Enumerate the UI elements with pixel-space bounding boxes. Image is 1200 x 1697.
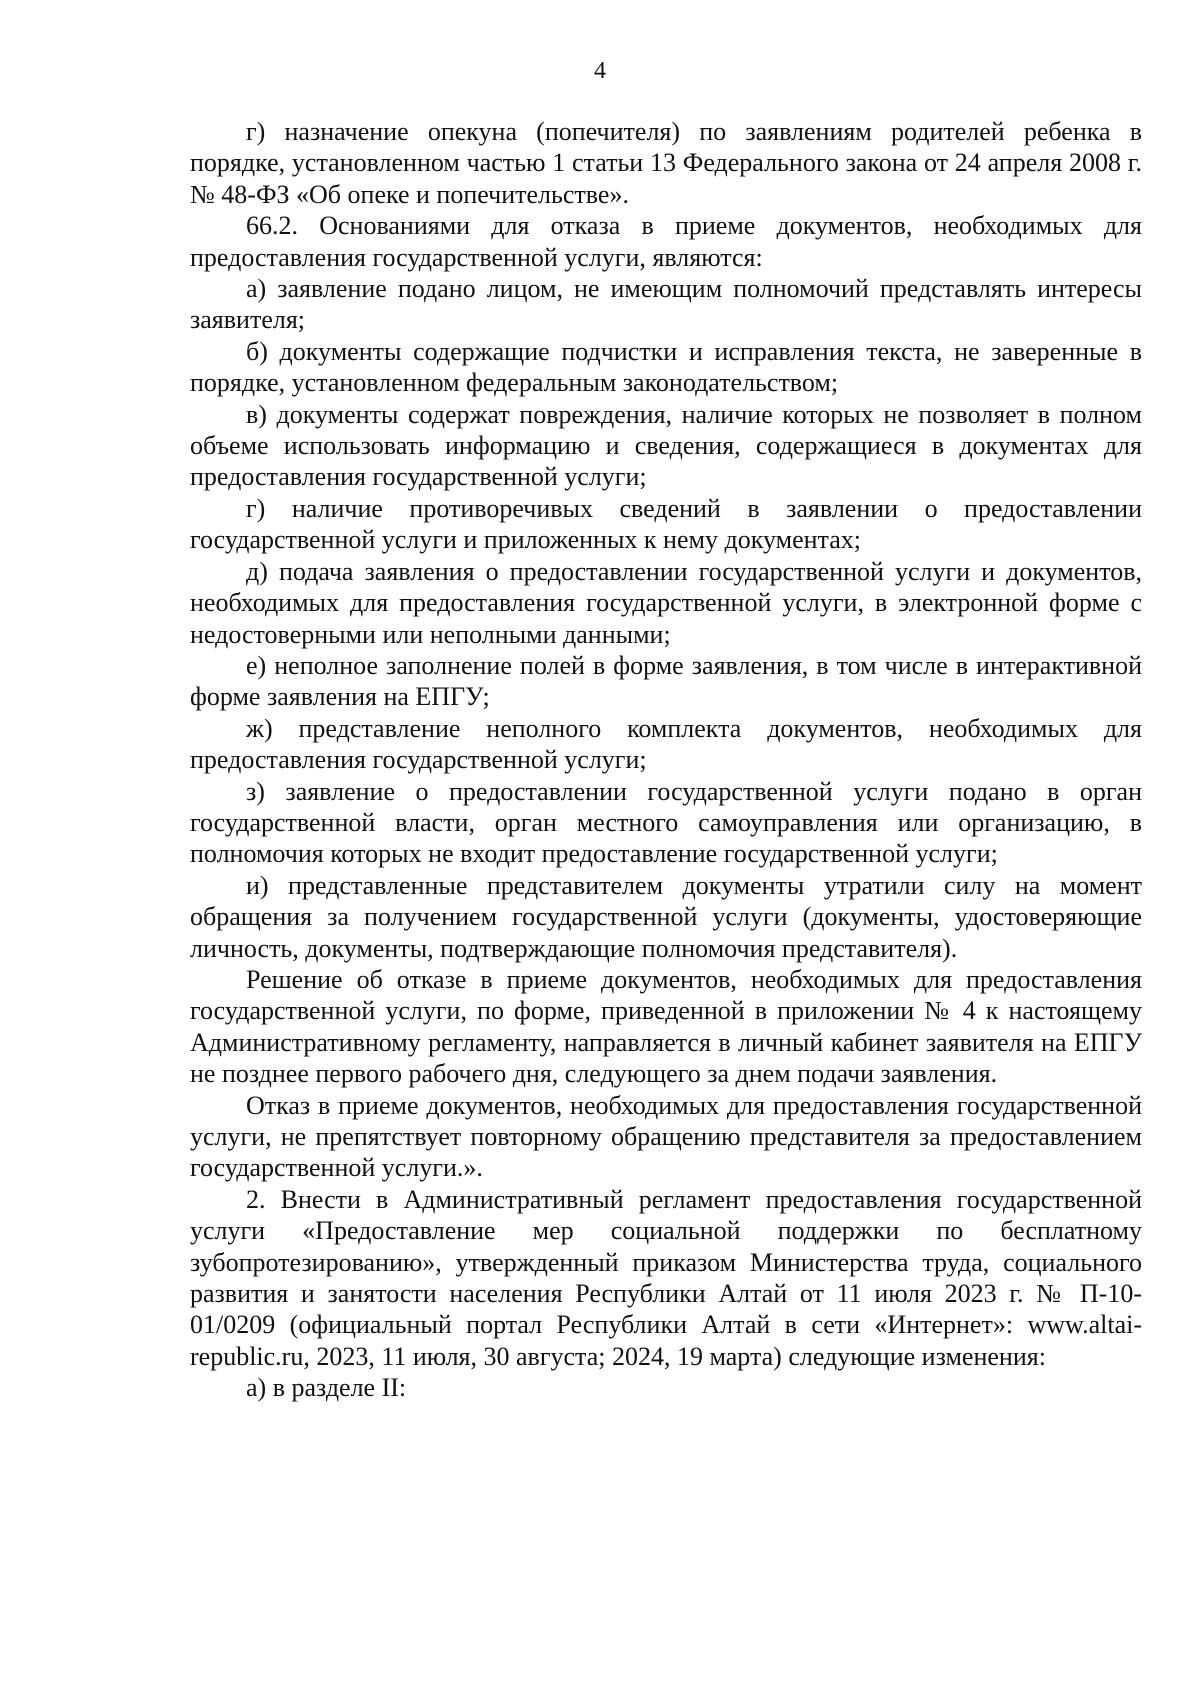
- paragraph-item-b: б) документы содержащие подчистки и исправления текста, не заверенные в порядке, установленном федеральным законодательством;: [190, 336, 1142, 398]
- paragraph-item-g: г) наличие противоречивых сведений в заявлении о предоставлении государственной услуги и приложенных к нему документах;: [190, 493, 1142, 555]
- paragraph-refusal-grounds-intro: 66.2. Основаниями для отказа в приеме документов, необходимых для предоставления государственной услуги, являются:: [190, 211, 1142, 272]
- paragraph-item-i: и) представленные представителем документы утратили силу на момент обращения за получением государственной услуги (документы, удостоверяющие личность, документы, подтверждающие полномочия представителя).: [190, 870, 1142, 963]
- paragraph-item-zh: ж) представление неполного комплекта документов, необходимых для предоставления государственной услуги;: [190, 713, 1142, 775]
- paragraph-guardian-appointment: г) назначение опекуна (попечителя) по заявлениям родителей ребенка в порядке, установленном частью 1 статьи 13 Федерального закона от 24 апреля 2008 г. № 48-ФЗ «Об опеке и попечительстве».: [190, 117, 1142, 209]
- paragraph-item-d: д) подача заявления о предоставлении государственной услуги и документов, необходимых для предоставления государственной услуги, в электронной форме с недостоверными или неполными данными;: [190, 556, 1142, 649]
- document-body: [190, 116, 1142, 1404]
- paragraph-refusal-decision: Решение об отказе в приеме документов, необходимых для предоставления государственной услуги, по форме, приведенной в приложении № 4 к настоящему Административному регламенту, направляется в личный кабинет заявителя на ЕПГУ не позднее первого рабочего дня, следующего за днем подачи заявления.: [190, 964, 1142, 1089]
- paragraph-amendment-2: 2. Внести в Административный регламент предоставления государственной услуги «Предоставление мер социальной поддержки по бесплатному зубопротезированию», утвержденный приказом Министерства труда, социального развития и занятости населения Республики Алтай от 11 июля 2023 г. № П-10-01/0209 (официальный портал Республики Алтай в сети «Интернет»: www.altai-republic.ru, 2023, 11 июля, 30 августа; 2024, 19 марта) следующие изменения:: [190, 1184, 1142, 1371]
- paragraph-item-z: з) заявление о предоставлении государственной услуги подано в орган государственной власти, орган местного самоуправления или организацию, в полномочия которых не входит предоставление государственной услуги;: [190, 776, 1142, 869]
- paragraph-item-a: а) заявление подано лицом, не имеющим полномочий представлять интересы заявителя;: [190, 274, 1142, 335]
- paragraph-item-e: е) неполное заполнение полей в форме заявления, в том числе в интерактивной форме заявления на ЕПГУ;: [190, 650, 1142, 712]
- paragraph-refusal-no-obstacle: Отказ в приеме документов, необходимых для предоставления государственной услуги, не препятствует повторному обращению представителя за предоставлением государственной услуги.».: [190, 1090, 1142, 1183]
- paragraph-section-ii: а) в разделе II:: [246, 1373, 407, 1403]
- page-number: 4: [594, 58, 606, 84]
- paragraph-item-v: в) документы содержат повреждения, наличие которых не позволяет в полном объеме использовать информацию и сведения, содержащиеся в документах для предоставления государственной услуги;: [190, 399, 1142, 492]
